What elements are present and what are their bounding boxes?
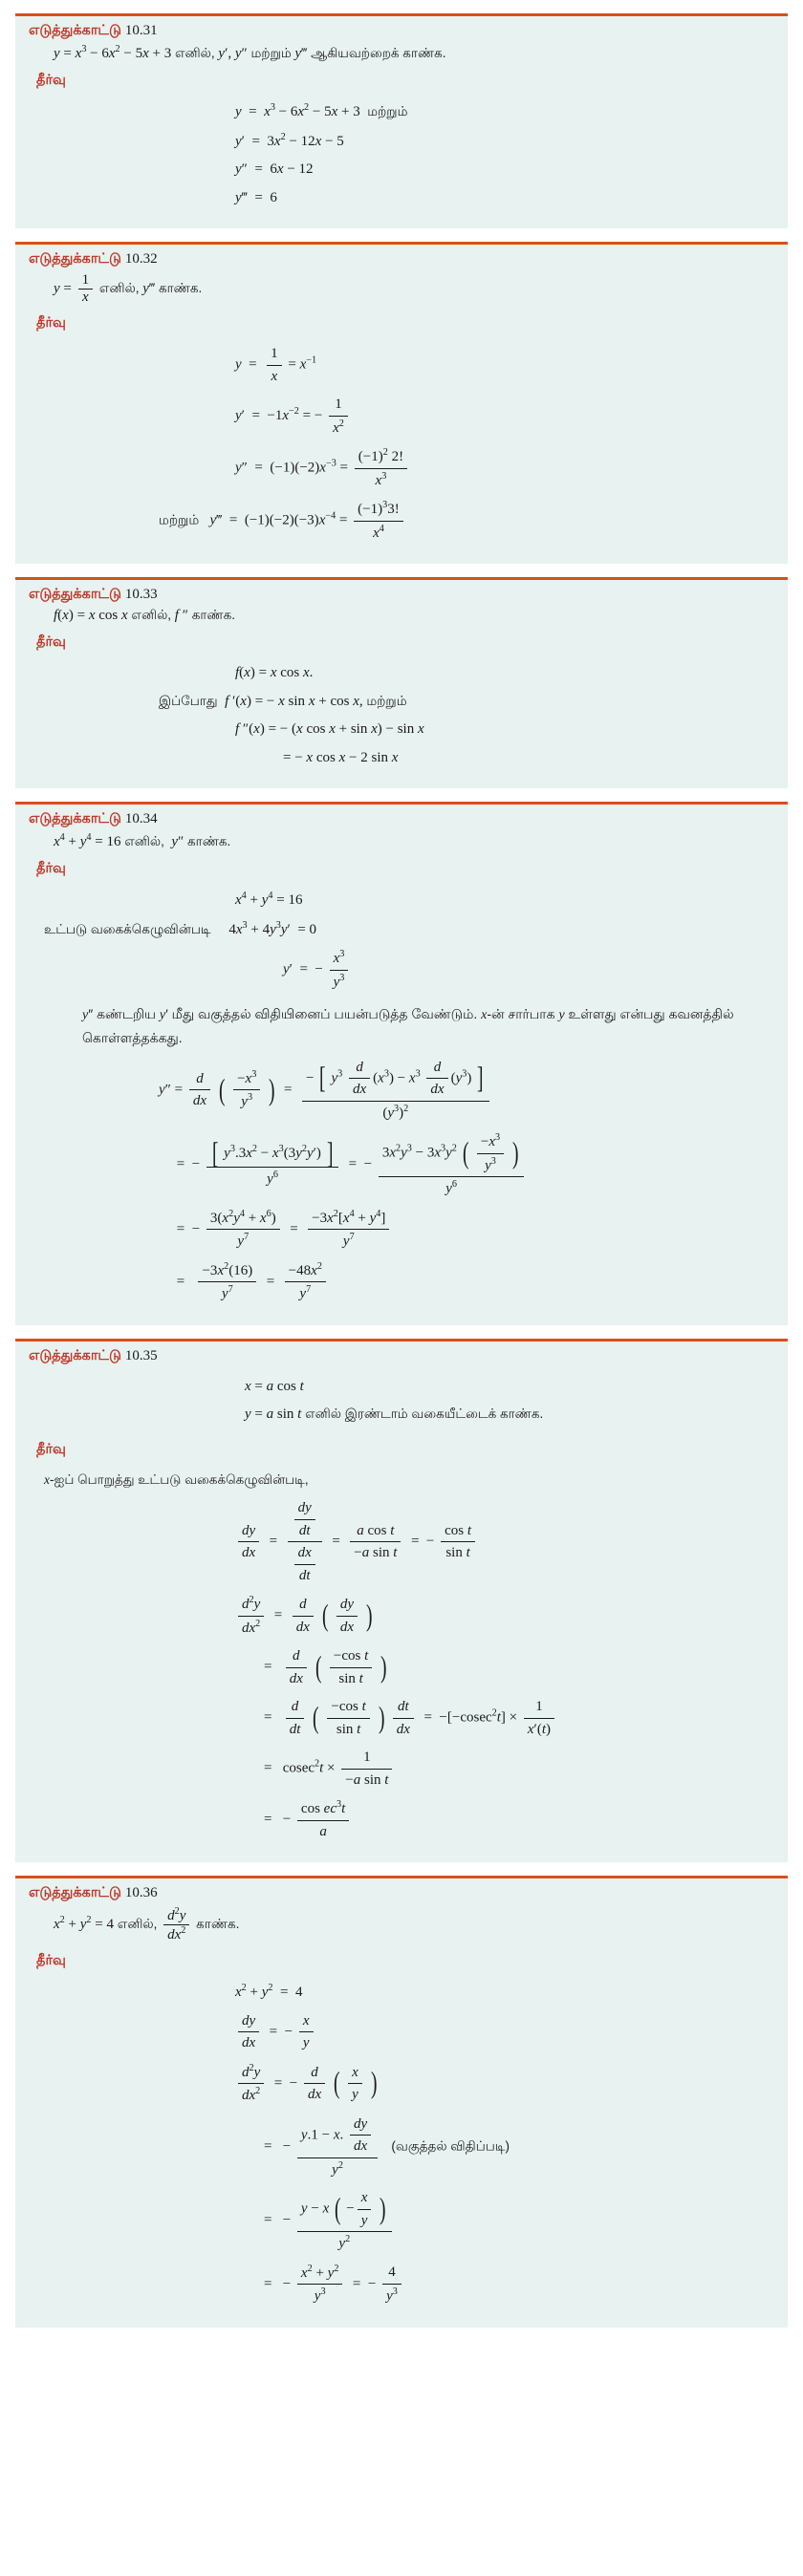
example-block-10-34 (15, 802, 788, 1325)
example-number: 10.32 (124, 251, 158, 267)
math-line: y″ = $\frac{d}{dx}$ ( $\frac{-x^3}{y^3}$ ) = − [ $y^3$ $\frac{d}{dx}$ $(x^3) - x^3$ $\frac{d}{dx}$ $(y^3)$ ] $(y^3)^2$ (44, 1057, 759, 1125)
quotient-rule-note: (வகுத்தல் விதிப்படி) (391, 2138, 510, 2154)
solution-label: தீர்வு (36, 634, 66, 650)
math-line: = − $\frac{3(x^2y^4 + x^6)}{y^7}$ = $\frac{-3x^2[x^4 + y^4]}{y^7}$ (44, 1207, 759, 1253)
example-block-10-33 (15, 577, 788, 788)
solution-math-10-33 (15, 654, 788, 768)
math-line: = − $\frac{x^2 + y^2}{y^3}$ = − $\frac{4}{y^3}$ (44, 2262, 759, 2308)
solution-math-10-32 (15, 334, 788, 544)
solution-math-10-31 (15, 92, 788, 208)
solution-math-10-36 (15, 1972, 788, 2308)
example-block-10-35 (15, 1339, 788, 1863)
problem-statement-10-34: $x^4 + y^4 = 16$ எனில், y″ காண்க. (54, 832, 231, 849)
math-line: மற்றும் y‴ = $(-1)(-2)(-3)x^{-4}$ = $\frac{(-1)^33!}{x^4}$ (44, 498, 759, 544)
math-line: $\frac{d^2y}{dx^2}$ = $\frac{d}{dx}$ ( $\frac{dy}{dx}$ ) (44, 1593, 759, 1639)
math-line: y = a sin t எனில் இரண்டாம் வகையீட்டைக் காண்க. (245, 1406, 544, 1423)
math-line: y‴ = 6 (235, 189, 277, 205)
solution-note-10-35: x-ஐப் பொறுத்து உட்படு வகைக்கெழுவின்படி, (44, 1471, 309, 1487)
math-line: $\frac{d^2y}{dx^2}$ = − $\frac{d}{dx}$ ( $\frac{x}{y}$ ) (44, 2061, 759, 2107)
math-line: $x^2 + y^2 = 4$ (235, 1983, 303, 2001)
example-block-10-31 (15, 13, 788, 228)
math-line: = $\frac{d}{dx}$ ( $\frac{\text{−cos t}}{\text{sin t}}$ ) (44, 1645, 759, 1689)
example-label: எடுத்துக்காட்டு (29, 23, 121, 38)
solution-label: தீர்வு (36, 315, 66, 331)
math-line: $y'' = (-1)(-2)x^{-3}$ = $\frac{(-1)^2 2!}{x^3}$ (44, 445, 759, 491)
solution-label: தீர்வு (36, 861, 66, 876)
example-label: எடுத்துக்காட்டு (29, 1885, 121, 1901)
implicit-diff-note: உட்படு வகைக்கெழுவின்படி (44, 921, 211, 936)
math-line: f ″(x) = − (x cos x + sin x) − sin x (235, 721, 424, 737)
math-line: y = $\frac{1}{x}$ = $x^{-1}$ (44, 343, 759, 387)
solution-label: தீர்வு (36, 1953, 66, 1969)
math-line-implicit: உட்படு வகைக்கெழுவின்படி $4x^3 + 4y^3y' = 0$ (44, 919, 317, 937)
example-number: 10.31 (124, 23, 158, 38)
math-line: = cosec$^2$t × $\frac{1}{\text{−a sin t}}$ (44, 1747, 759, 1791)
math-line: = $\frac{-3x^2(16)}{y^7}$ = $\frac{-48x^2}{y^7}$ (44, 1259, 759, 1305)
math-line: = − $\frac{[ y^3.3x^2 - x^3(3y^2y') ]}{y^6}$ = − $3x^2y^3 - 3x^3y^2$ ( $\frac{-x^3}{y^3}$ ) $y^6$ (44, 1130, 759, 1200)
example-heading (15, 580, 788, 606)
math-line: = $\frac{d}{dt}$ ( $\frac{\text{−cos t}}{\text{sin t}}$ ) $\frac{dt}{dx}$ = −[−cosec$^2$t] × $\frac{1}{x'(t)}$ (44, 1696, 759, 1740)
math-line: $\frac{dy}{dx}$ = − $\frac{x}{y}$ (44, 2010, 759, 2054)
math-line: $\frac{dy}{dx}$ = $\frac{\frac{dy}{dt}}{\frac{dx}{dt}}$ = $\frac{\text{a cos t}}{\text{−a sin t}}$ = − $\frac{\text{cos t}}{\text{sin t}}$ (44, 1497, 759, 1586)
solution-math-10-35 (15, 1461, 788, 1843)
example-number: 10.34 (124, 811, 158, 826)
example-label: எடுத்துக்காட்டு (29, 251, 121, 267)
example-heading (15, 1342, 788, 1367)
example-label: எடுத்துக்காட்டு (29, 587, 121, 602)
solution-label: தீர்வு (36, 73, 66, 88)
math-line: = − $\frac{\cos ec^3t}{a}$ (44, 1797, 759, 1842)
example-block-10-32 (15, 242, 788, 564)
math-line: = − y − x ( − $\frac{x}{y}$ ) $y^2$ (44, 2187, 759, 2255)
example-label: எடுத்துக்காட்டு (29, 811, 121, 826)
example-number: 10.35 (124, 1347, 158, 1363)
math-line: $x^4 + y^4 = 16$ (235, 891, 303, 908)
problem-statement-10-31: $y = x^3 - 6x^2 - 5x + 3$ எனில், y′, y″ மற்றும் y‴ ஆகியவற்றைக் காண்க. (54, 44, 446, 61)
explanation-text-10-34: y″ கண்டறிய y′ மீது வகுத்தல் விதியினைப் பயன்படுத்த வேண்டும். x-ன் சார்பாக y உள்ளது என்பது கவனத்தில் கொள்ளத்தக்கது. (82, 1006, 734, 1045)
problem-statement-10-32: y = $\frac{1}{x}$ எனில், y‴ காண்க. (54, 272, 203, 305)
math-line: $y' = -1x^{-2}$ = − $\frac{1}{x^2}$ (44, 394, 759, 439)
example-heading (15, 805, 788, 830)
math-line: f(x) = x cos x. (235, 665, 314, 680)
math-line: இப்போது f ′(x) = − x sin x + cos x, மற்றும் (159, 693, 407, 709)
example-number: 10.33 (124, 587, 158, 602)
solution-label: தீர்வு (36, 1441, 66, 1457)
example-heading (15, 16, 788, 42)
solution-math-10-34 (15, 880, 788, 1305)
math-line: y″ = 6x − 12 (235, 161, 314, 177)
example-label: எடுத்துக்காட்டு (29, 1347, 121, 1363)
math-line: = − x cos x − 2 sin x (283, 749, 399, 765)
math-line: = − y.1 − x. $\frac{dy}{dx}$ $y^2$ (வகுத்தல் விதிப்படி) (44, 2114, 759, 2181)
problem-statement-10-35 (15, 1367, 788, 1438)
example-heading (15, 245, 788, 270)
example-heading (15, 1878, 788, 1904)
math-line: y′ = − $\frac{x^3}{y^3}$ (44, 947, 759, 993)
problem-statement-10-36: $x^2 + y^2 = 4$ எனில், $\frac{d^2y}{dx^2}$ காண்க. (54, 1906, 240, 1943)
math-line: $y' = 3x^2 - 12x - 5$ (235, 131, 344, 149)
example-number: 10.36 (124, 1885, 158, 1901)
math-line: x = a cos t (245, 1378, 304, 1394)
problem-statement-10-33: f(x) = x cos x எனில், f ″ காண்க. (54, 608, 235, 623)
math-line: $y = x^3 - 6x^2 - 5x + 3$ மற்றும் (235, 102, 408, 119)
example-block-10-36 (15, 1876, 788, 2328)
